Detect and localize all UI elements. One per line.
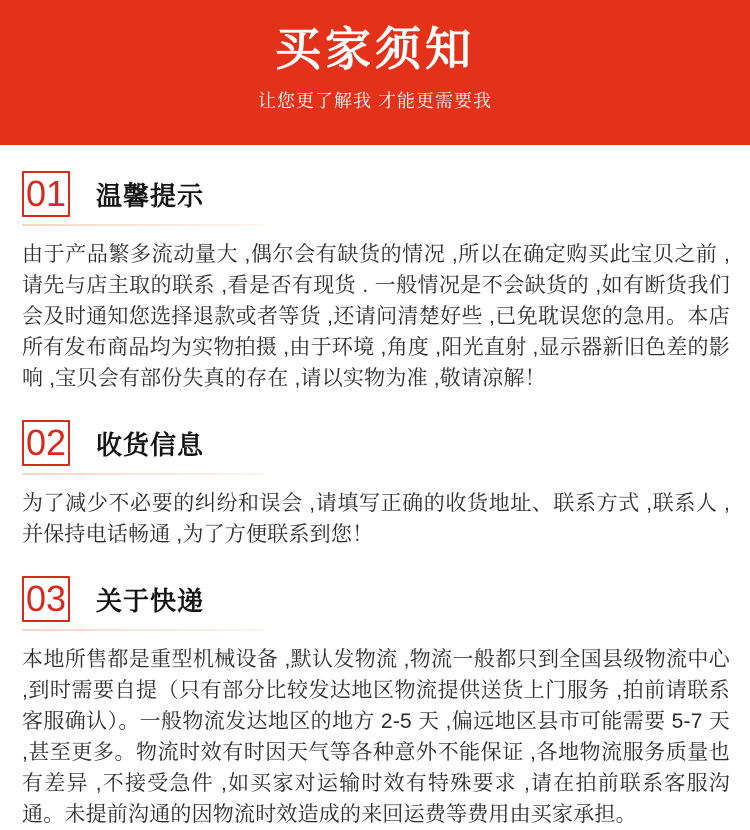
section-heading: 关于快递 [96,585,205,616]
page-subtitle: 让您更了解我 才能更需要我 [258,90,492,111]
section-heading: 收货信息 [96,429,205,460]
section-body-text: 本地所售都是重型机械设备 ,默认发物流 ,物流一般都只到全国县级物流中心 ,到时需要自提（只有部分比较发达地区物流提供送货上门服务 ,拍前请联系客服确认）。一般物流发达地区的地方 2-5 天 ,偏远地区县市可能需要 5-7 天 ,甚至更多。物流时效有时因天气等各种意外不能保证 ,各地物流服务质量也有差异 ,不接受急件 ,如买家对运输时效有特殊要求 ,请在拍前联系客服沟通。未提前沟通的因物流时效造成的来回运费等费用由买家承担。 [22,648,730,826]
header-banner [0,0,750,145]
section-number-badge [22,171,70,217]
section-body-text: 由于产品繁多流动量大 ,偶尔会有缺货的情况 ,所以在确定购买此宝贝之前 ,请先与店主取的联系 ,看是否有现货 . 一般情况是不会缺货的 ,如有断货我们会及时通知您选择退款或者等货 ,还请问清楚好些 ,已免耽误您的急用。本店所有发布商品均为实物拍摄 ,由于环境 ,角度 ,阳光直射 ,显示器新旧色差的影响 ,宝贝会有部份失真的存在 ,请以实物为准 ,敬请凉解！ [22,243,730,390]
page-title: 买家须知 [275,23,475,75]
section-divider [22,473,264,475]
section-number: 03 [25,578,67,619]
section-heading: 温馨提示 [96,180,205,211]
section-about-shipping [22,576,730,830]
section-number: 02 [25,422,67,463]
section-header [22,171,730,217]
section-number-badge [22,420,70,466]
section-number-badge [22,576,70,622]
notice-content [0,171,750,830]
section-divider [22,629,264,631]
section-body-text: 为了减少不必要的纠纷和误会 ,请填写正确的收货地址、联系方式 ,联系人 ,并保持电话畅通 ,为了方便联系到您！ [22,492,730,546]
section-divider [22,224,264,226]
section-header [22,420,730,466]
section-header [22,576,730,622]
section-number: 01 [25,173,67,214]
section-warm-tips [22,171,730,394]
section-delivery-info [22,420,730,550]
